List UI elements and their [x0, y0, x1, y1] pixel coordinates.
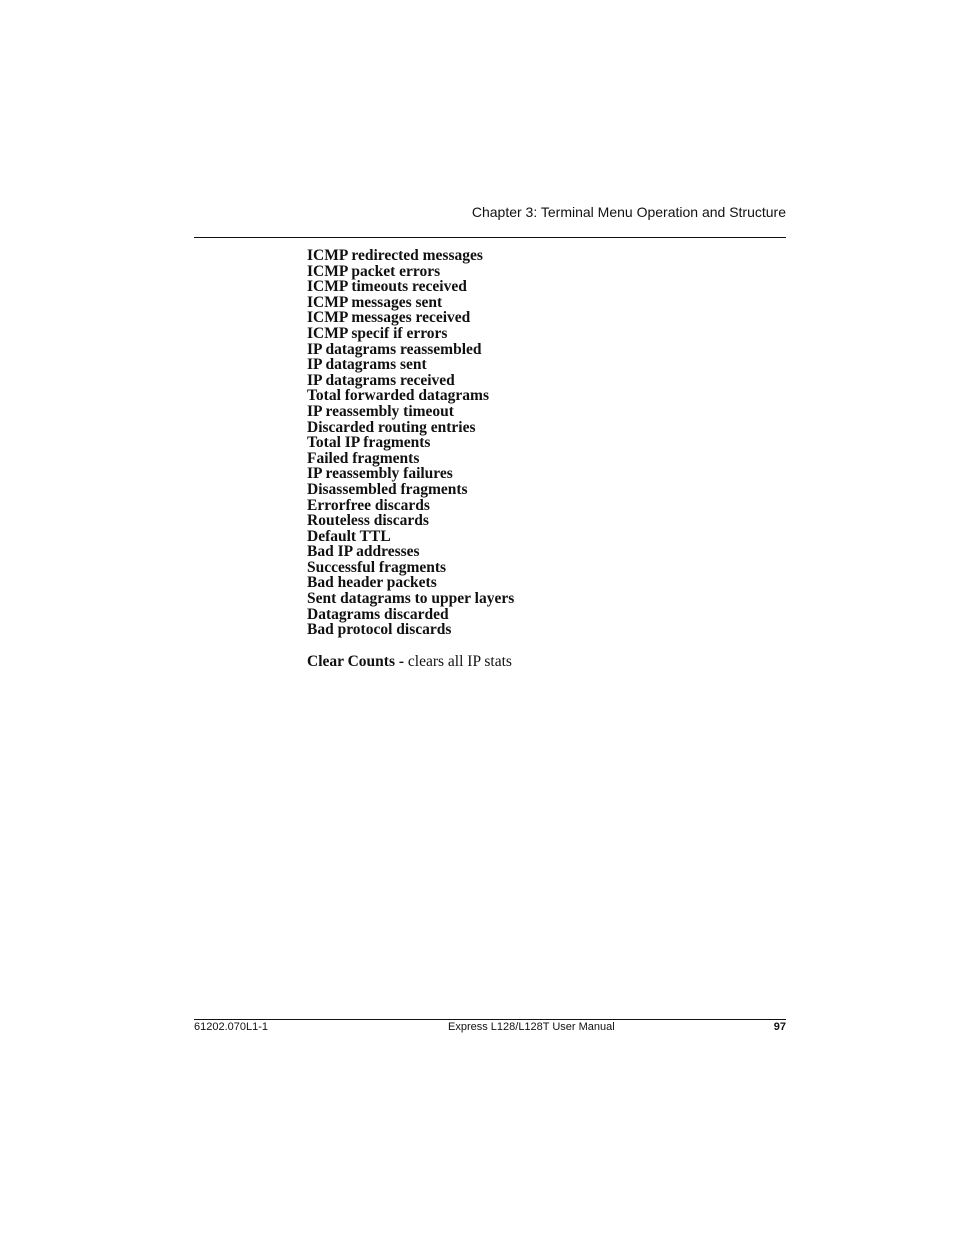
- stat-item: Datagrams discarded: [307, 605, 449, 623]
- stat-item: ICMP redirected messages: [307, 247, 483, 264]
- stat-item: Total forwarded datagrams: [307, 387, 489, 405]
- stat-item: Sent datagrams to upper layers: [307, 590, 515, 608]
- stat-item: ICMP messages received: [307, 309, 471, 327]
- clear-counts-text: clears all IP stats: [407, 653, 512, 670]
- stat-item: IP datagrams received: [307, 371, 455, 389]
- clear-counts-description: [307, 653, 512, 671]
- stat-item: ICMP timeouts received: [307, 278, 467, 296]
- stat-item: ICMP packet errors: [307, 262, 441, 280]
- stat-item: Errorfree discards: [307, 496, 430, 514]
- stat-item: IP reassembly failures: [307, 465, 453, 483]
- page-footer: [194, 1020, 786, 1036]
- stat-item: Bad protocol discards: [307, 621, 452, 639]
- stat-item: Bad IP addresses: [307, 543, 420, 561]
- header-divider: [194, 237, 786, 238]
- stat-item: ICMP specif if errors: [307, 324, 448, 342]
- stat-item: Routeless discards: [307, 512, 429, 530]
- stat-item: ICMP messages sent: [307, 293, 443, 311]
- clear-counts-term: Clear Counts -: [307, 653, 405, 670]
- stat-item: IP datagrams sent: [307, 356, 427, 374]
- document-number: 61202.070L1-1: [194, 1021, 269, 1033]
- stat-item: Successful fragments: [307, 558, 447, 576]
- stat-item: Total IP fragments: [307, 434, 431, 452]
- stat-item: Default TTL: [307, 527, 391, 545]
- stat-item: Bad header packets: [307, 574, 437, 592]
- page-number: 97: [773, 1021, 786, 1033]
- ip-stats-list: [307, 248, 514, 638]
- chapter-header: Chapter 3: Terminal Menu Operation and Structure: [471, 204, 786, 220]
- manual-title: Express L128/L128T User Manual: [448, 1021, 615, 1033]
- stat-item: Disassembled fragments: [307, 480, 468, 498]
- stat-item: IP reassembly timeout: [307, 402, 454, 420]
- stat-item: Failed fragments: [307, 449, 420, 467]
- stat-item: IP datagrams reassembled: [307, 340, 482, 358]
- stat-item: Discarded routing entries: [307, 418, 476, 436]
